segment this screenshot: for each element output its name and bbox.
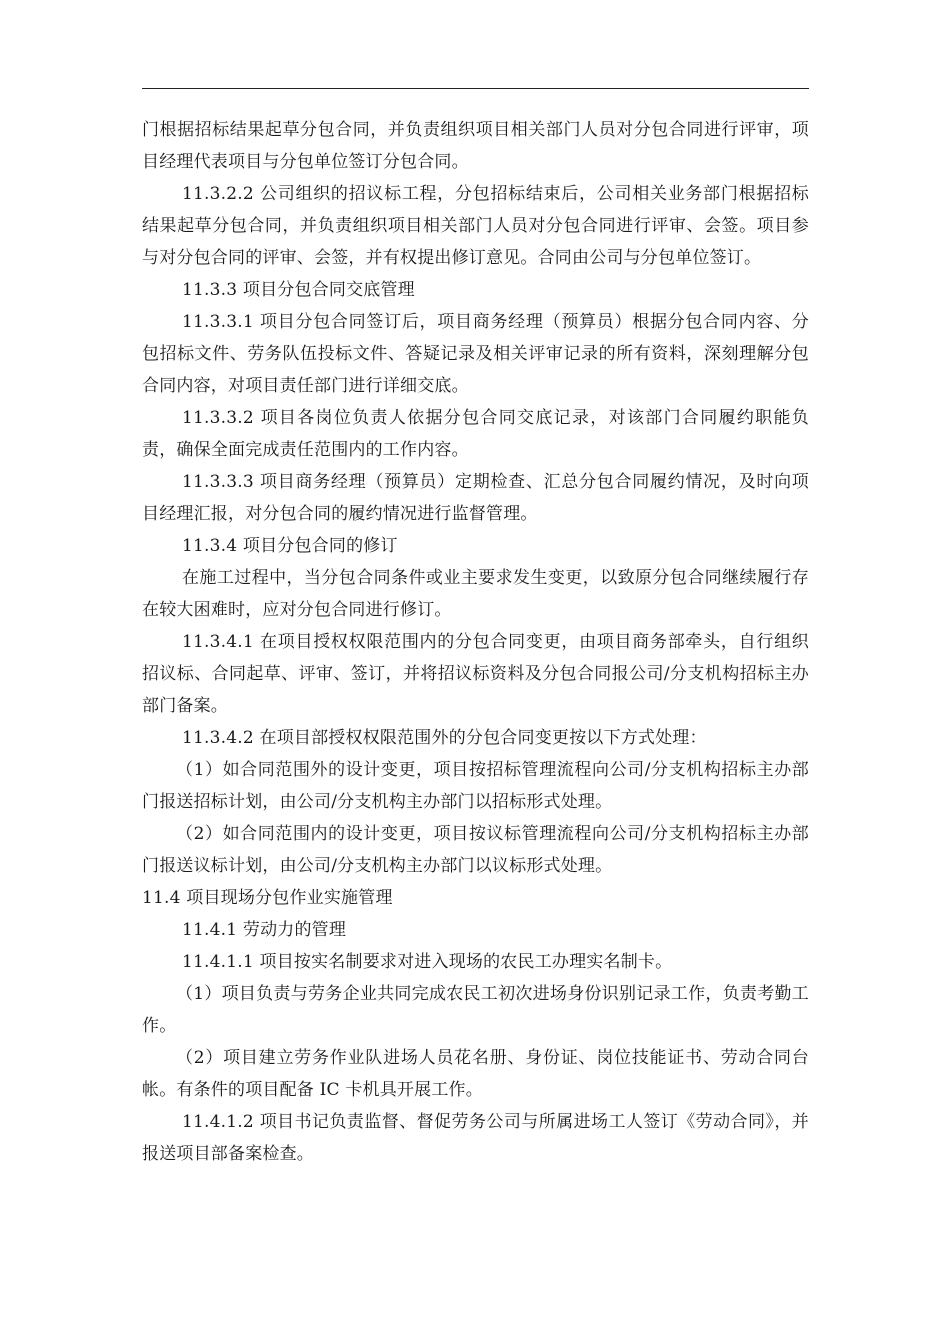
list-item-1: （1）如合同范围外的设计变更，项目按招标管理流程向公司/分支机构招标主办部门报送招标计划，由公司/分支机构主办部门以招标形式处理。 [142,760,809,812]
paragraph-11-4-1-1: 11.4.1.1 项目按实名制要求对进入现场的农民工办理实名制卡。 [182,952,673,972]
paragraph-contract-revision: 在施工过程中，当分包合同条件或业主要求发生变更，以致原分包合同继续履行存在较大困难时，应对分包合同进行修订。 [142,568,809,620]
paragraph-11-3-4-2: 11.3.4.2 在项目部授权权限范围外的分包合同变更按以下方式处理： [182,728,707,748]
list-item-4: （2）项目建立劳务作业队进场人员花名册、身份证、岗位技能证书、劳动合同台帐。有条件的项目配备 IC 卡机具开展工作。 [142,1048,809,1100]
paragraph-11-3-3-2: 11.3.3.2 项目各岗位负责人依据分包合同交底记录，对该部门合同履约职能负责，确保全面完成责任范围内的工作内容。 [142,408,809,460]
heading-11-3-3: 11.3.3 项目分包合同交底管理 [182,280,415,300]
document-body [142,114,809,1170]
list-item-2: （2）如合同范围内的设计变更，项目按议标管理流程向公司/分支机构招标主办部门报送议标计划，由公司/分支机构主办部门以议标形式处理。 [142,824,809,876]
paragraph-11-3-2-2: 11.3.2.2 公司组织的招议标工程，分包招标结束后，公司相关业务部门根据招标结果起草分包合同，并负责组织项目相关部门人员对分包合同进行评审、会签。项目参与对分包合同的评审、会签，并有权提出修订意见。合同由公司与分包单位签订。 [142,184,809,268]
paragraph-11-3-3-1: 11.3.3.1 项目分包合同签订后，项目商务经理（预算员）根据分包合同内容、分包招标文件、劳务队伍投标文件、答疑记录及相关评审记录的所有资料，深刻理解分包合同内容，对项目责任部门进行详细交底。 [142,312,809,396]
heading-11-4-1: 11.4.1 劳动力的管理 [182,920,347,940]
heading-11-4: 11.4 项目现场分包作业实施管理 [142,888,393,908]
heading-11-3-4: 11.3.4 项目分包合同的修订 [182,536,398,556]
header-rule [142,88,809,89]
paragraph-1: 门根据招标结果起草分包合同，并负责组织项目相关部门人员对分包合同进行评审，项目经理代表项目与分包单位签订分包合同。 [142,120,809,172]
paragraph-11-4-1-2: 11.4.1.2 项目书记负责监督、督促劳务公司与所属进场工人签订《劳动合同》，并报送项目部备案检查。 [142,1112,809,1164]
paragraph-11-3-3-3: 11.3.3.3 项目商务经理（预算员）定期检查、汇总分包合同履约情况，及时向项目经理汇报，对分包合同的履约情况进行监督管理。 [142,472,809,524]
paragraph-11-3-4-1: 11.3.4.1 在项目授权权限范围内的分包合同变更，由项目商务部牵头，自行组织招议标、合同起草、评审、签订，并将招议标资料及分包合同报公司/分支机构招标主办部门备案。 [142,632,809,716]
list-item-3: （1）项目负责与劳务企业共同完成农民工初次进场身份识别记录工作，负责考勤工作。 [142,984,809,1036]
